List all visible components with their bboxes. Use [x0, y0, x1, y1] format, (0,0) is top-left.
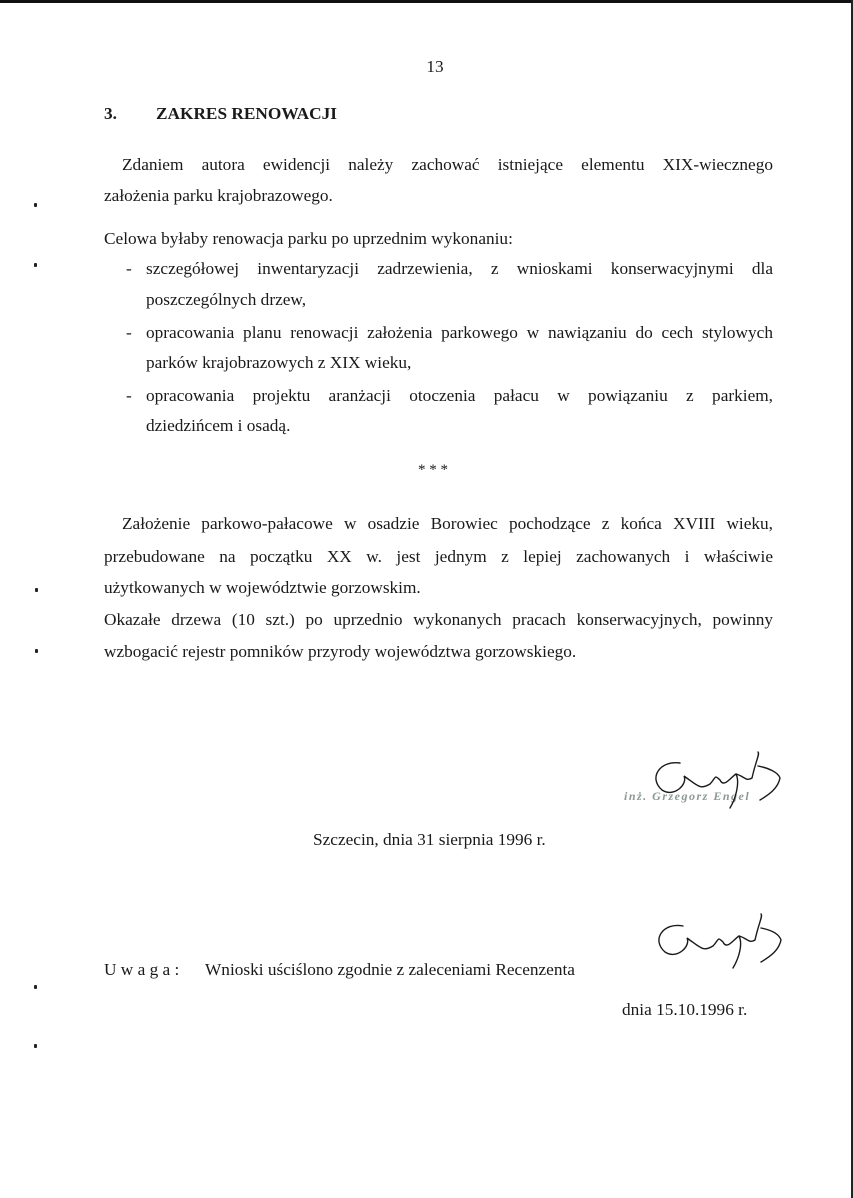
list-item-1-line2: poszczególnych drzew, — [146, 290, 307, 309]
scan-speck — [34, 203, 37, 207]
list-bullet: - — [126, 386, 132, 405]
signature-stamp: inż. Grzegorz Engel — [624, 789, 751, 803]
section-separator: * * * — [418, 462, 448, 478]
signature-handwritten-note — [645, 912, 795, 982]
intro-line: Celowa byłaby renowacja parku po uprzednim wykonaniu: — [104, 229, 513, 248]
scan-speck — [35, 649, 38, 653]
page-number: 13 — [426, 57, 444, 76]
list-bullet: - — [126, 259, 132, 278]
list-item-1-line1: szczegółowej inwentaryzacji zadrzewienia, z wnioskami konserwacyjnymi dla — [146, 259, 773, 278]
paragraph2-line1: Założenie parkowo-pałacowe w osadzie Borowiec pochodzące z końca XVIII wieku, — [122, 514, 773, 533]
list-item-2-line1: opracowania planu renowacji założenia parkowego w nawiązaniu do cech stylowych — [146, 323, 773, 342]
paragraph3-line2: wzbogacić rejestr pomników przyrody województwa gorzowskiego. — [104, 642, 577, 661]
place-date: Szczecin, dnia 31 sierpnia 1996 r. — [313, 830, 546, 849]
list-bullet: - — [126, 323, 132, 342]
list-item-3-line1: opracowania projektu aranżacji otoczenia pałacu w powiązaniu z parkiem, — [146, 386, 773, 405]
scan-speck — [34, 263, 37, 267]
paragraph1-line1: Zdaniem autora ewidencji należy zachować istniejące elementu XIX-wiecznego — [122, 155, 773, 174]
note-text: Wnioski uściślono zgodnie z zaleceniami Recenzenta — [205, 960, 575, 979]
scan-speck — [35, 588, 38, 592]
paragraph2-line2: przebudowane na początku XX w. jest jednym z lepiej zachowanych i właściwie — [104, 547, 773, 566]
page-edge-top — [0, 0, 853, 3]
note-label: U w a g a : — [104, 960, 180, 979]
section-number: 3. — [104, 104, 117, 123]
paragraph3-line1: Okazałe drzewa (10 szt.) po uprzednio wykonanych pracach konserwacyjnych, powinny — [104, 610, 773, 629]
paragraph2-line3: użytkowanych w województwie gorzowskim. — [104, 578, 421, 597]
scan-speck — [34, 1044, 37, 1048]
paragraph1-line2: założenia parku krajobrazowego. — [104, 186, 333, 205]
signature-handwritten — [640, 748, 790, 828]
list-item-2-line2: parków krajobrazowych z XIX wieku, — [146, 353, 412, 372]
scan-speck — [34, 985, 37, 989]
section-title: ZAKRES RENOWACJI — [156, 104, 338, 123]
list-item-3-line2: dziedzińcem i osadą. — [146, 416, 291, 435]
note-date: dnia 15.10.1996 r. — [622, 1000, 748, 1019]
